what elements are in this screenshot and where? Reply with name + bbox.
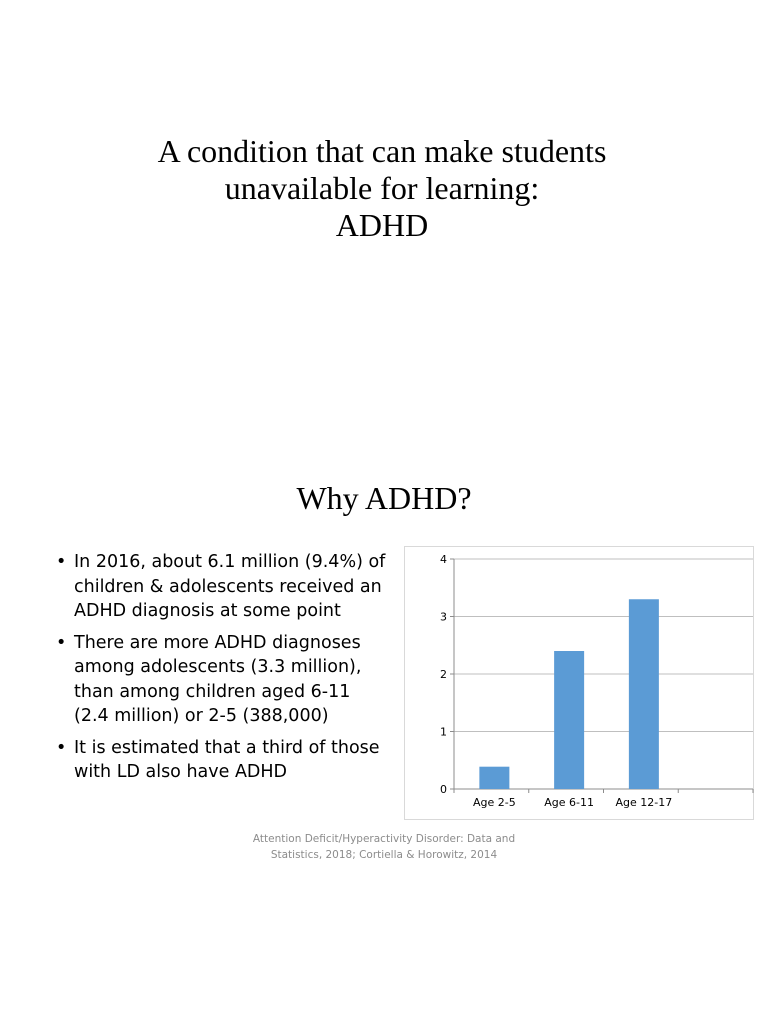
x-tick-label: Age 12-17 bbox=[615, 796, 673, 809]
y-tick-label: 0 bbox=[440, 783, 447, 796]
bullet-marker: • bbox=[56, 632, 67, 653]
bar-chart-svg bbox=[405, 547, 755, 821]
slide-1-title-line-1: A condition that can make students bbox=[157, 133, 607, 169]
bar-chart bbox=[404, 546, 754, 820]
bar bbox=[629, 599, 659, 789]
bullet-text: There are more ADHD diagnoses among adolescents (3.3 million), than among children aged 6-11 (2.4 million) or 2-5 (388,000) bbox=[74, 632, 362, 726]
bullet-list bbox=[56, 550, 386, 792]
y-tick-label: 2 bbox=[440, 668, 447, 681]
bullet-item bbox=[56, 550, 386, 624]
slide-1-title bbox=[100, 133, 664, 244]
bullet-item bbox=[56, 736, 386, 785]
bullet-text: It is estimated that a third of those with LD also have ADHD bbox=[74, 737, 380, 782]
x-tick-label: Age 6-11 bbox=[544, 796, 594, 809]
slide-2-title: Why ADHD? bbox=[296, 480, 472, 516]
bullet-marker: • bbox=[56, 737, 67, 758]
bullet-text: In 2016, about 6.1 million (9.4%) of children & adolescents received an ADHD diagnosis at some point bbox=[74, 552, 386, 621]
x-tick-label: Age 2-5 bbox=[473, 796, 516, 809]
bullet-item bbox=[56, 631, 386, 729]
slide-1-title-line-2: unavailable for learning: bbox=[224, 170, 540, 206]
y-tick-label: 1 bbox=[440, 725, 447, 739]
citation: Attention Deficit/Hyperactivity Disorder: Data and Statistics, 2018; Cortiella & Horowitz, 2014 bbox=[252, 833, 516, 861]
bullet-marker: • bbox=[56, 552, 67, 572]
y-tick-label: 3 bbox=[440, 610, 447, 624]
bar bbox=[554, 651, 584, 789]
y-tick-label: 4 bbox=[440, 553, 447, 566]
slide-1-title-line-3: ADHD bbox=[335, 207, 429, 243]
bar bbox=[479, 767, 509, 789]
